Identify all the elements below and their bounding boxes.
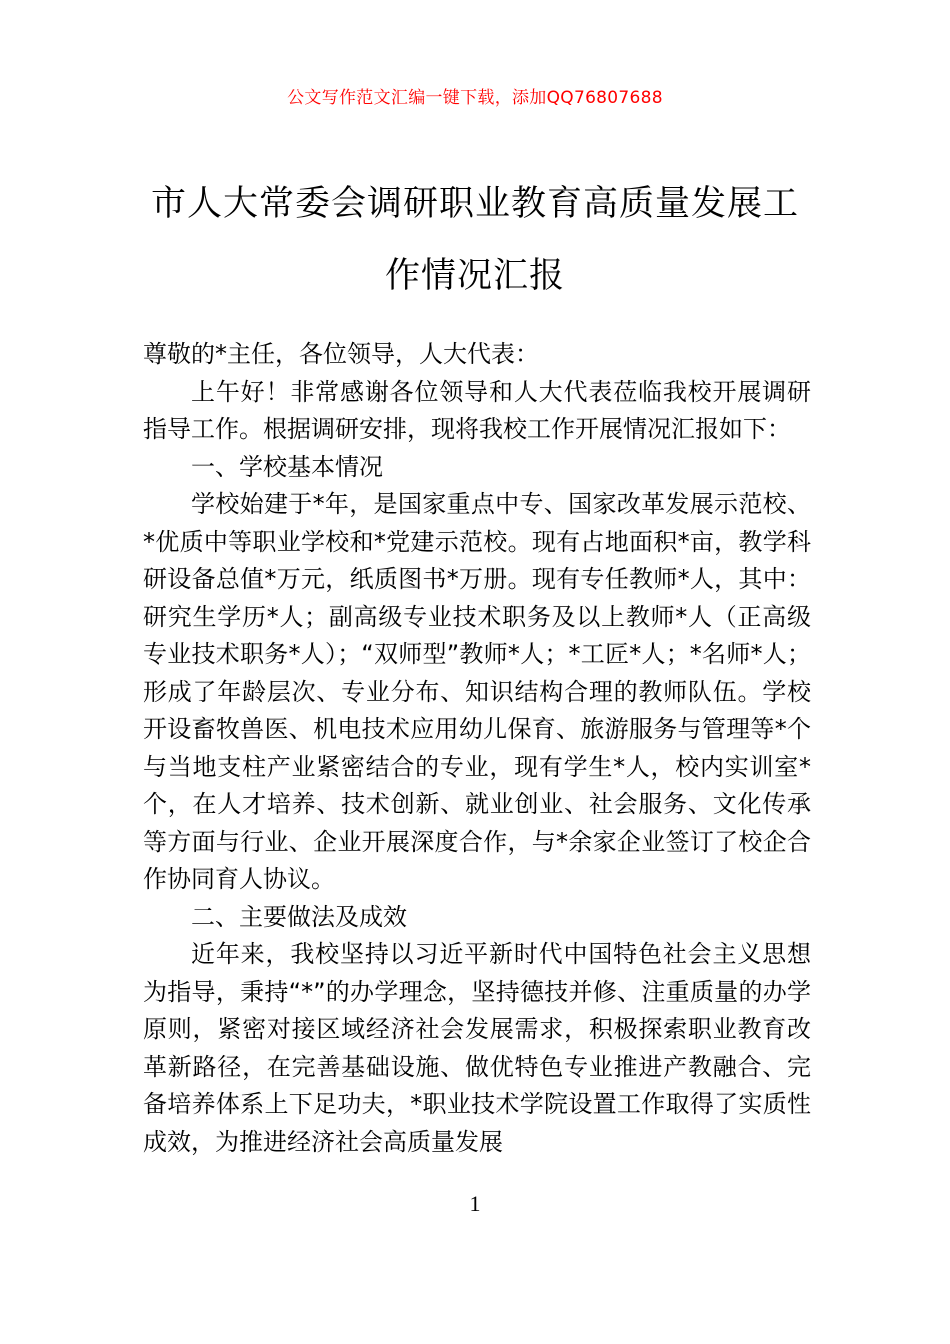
document-title [120, 168, 830, 312]
opening-paragraph: 上午好！非常感谢各位领导和人大代表莅临我校开展调研指导工作。根据调研安排，现将我校工作开展情况汇报如下： [143, 377, 811, 443]
download-promo-banner: 公文写作范文汇编一键下载，添加QQ76807688 [287, 88, 663, 108]
section-2-heading: 二、主要做法及成效 [191, 902, 407, 931]
section-1-heading: 一、学校基本情况 [191, 452, 383, 481]
section-1-paragraph: 学校始建于*年，是国家重点中专、国家改革发展示范校、*优质中等职业学校和*党建示范校。现有占地面积*亩，教学科研设备总值*万元，纸质图书*万册。现有专任教师*人，其中：研究生学历*人；副高级专业技术职务及以上教师*人（正高级专业技术职务*人）；“双师型”教师*人；*工匠*人；*名师*人；形成了年龄层次、专业分布、知识结构合理的教师队伍。学校开设畜牧兽医、机电技术应用幼儿保育、旅游服务与管理等*个与当地支柱产业紧密结合的专业，现有学生*人，校内实训室*个，在人才培养、技术创新、就业创业、社会服务、文化传承等方面与行业、企业开展深度合作，与*余家企业签订了校企合作协同育人协议。 [143, 490, 811, 893]
section-2-paragraph: 近年来，我校坚持以习近平新时代中国特色社会主义思想为指导，秉持“*”的办学理念，坚持德技并修、注重质量的办学原则，紧密对接区域经济社会发展需求，积极探索职业教育改革新路径，在完善基础设施、做优特色专业推进产教融合、完备培养体系上下足功夫，*职业技术学院设置工作取得了实质性成效，为推进经济社会高质量发展 [143, 940, 811, 1156]
page-number: 1 [469, 1191, 481, 1216]
document-title-line-2: 作情况汇报 [384, 256, 565, 296]
document-body [143, 336, 811, 1161]
document-title-line-1: 市人大常委会调研职业教育高质量发展工 [150, 184, 799, 224]
salutation: 尊敬的*主任，各位领导，人大代表： [143, 340, 539, 368]
